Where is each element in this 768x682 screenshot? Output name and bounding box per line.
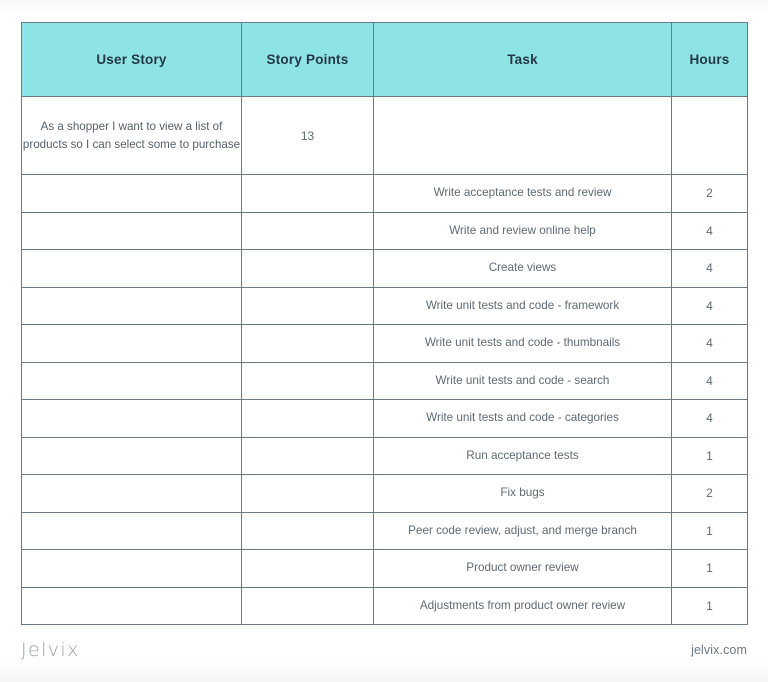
task-rows-body xyxy=(22,175,748,625)
cell-task: Write unit tests and code - categories xyxy=(374,400,672,438)
cell-hours: 2 xyxy=(672,175,748,213)
cell-story-points xyxy=(242,250,374,288)
page-footer xyxy=(21,633,747,667)
backlog-table-container xyxy=(21,22,747,625)
table-row xyxy=(22,250,748,288)
cell-story-points xyxy=(242,362,374,400)
table-row xyxy=(22,175,748,213)
table-row xyxy=(22,362,748,400)
cell-task: Write and review online help xyxy=(374,212,672,250)
cell-task: Write unit tests and code - search xyxy=(374,362,672,400)
table-row xyxy=(22,97,748,175)
table-row xyxy=(22,512,748,550)
cell-hours: 1 xyxy=(672,587,748,625)
cell-task: Create views xyxy=(374,250,672,288)
sprint-backlog-table xyxy=(21,22,748,625)
cell-hours: 1 xyxy=(672,512,748,550)
table-row xyxy=(22,287,748,325)
table-row xyxy=(22,475,748,513)
cell-user-story xyxy=(22,512,242,550)
cell-task: Adjustments from product owner review xyxy=(374,587,672,625)
jelvix-website-link[interactable]: jelvix.com xyxy=(691,643,747,657)
cell-story-points xyxy=(242,550,374,588)
jelvix-logo: Jelvix xyxy=(21,639,80,661)
cell-user-story xyxy=(22,287,242,325)
column-header-hours: Hours xyxy=(672,23,748,97)
cell-task: Peer code review, adjust, and merge branch xyxy=(374,512,672,550)
cell-story-points xyxy=(242,287,374,325)
cell-hours xyxy=(672,97,748,175)
cell-user-story xyxy=(22,250,242,288)
cell-hours: 1 xyxy=(672,437,748,475)
cell-user-story xyxy=(22,437,242,475)
table-body xyxy=(22,97,748,175)
column-header-task: Task xyxy=(374,23,672,97)
cell-story-points: 13 xyxy=(242,97,374,175)
column-header-user-story: User Story xyxy=(22,23,242,97)
cell-user-story xyxy=(22,400,242,438)
cell-user-story xyxy=(22,175,242,213)
table-row xyxy=(22,437,748,475)
table-row xyxy=(22,550,748,588)
cell-user-story xyxy=(22,587,242,625)
cell-story-points xyxy=(242,400,374,438)
cell-task: Write acceptance tests and review xyxy=(374,175,672,213)
cell-hours: 4 xyxy=(672,325,748,363)
cell-task: Run acceptance tests xyxy=(374,437,672,475)
cell-story-points xyxy=(242,212,374,250)
cell-user-story xyxy=(22,212,242,250)
cell-story-points xyxy=(242,512,374,550)
cell-task xyxy=(374,97,672,175)
cell-hours: 2 xyxy=(672,475,748,513)
cell-hours: 4 xyxy=(672,400,748,438)
table-header xyxy=(22,23,748,97)
cell-user-story xyxy=(22,475,242,513)
header-row xyxy=(22,23,748,97)
table-row xyxy=(22,212,748,250)
cell-user-story xyxy=(22,362,242,400)
cell-story-points xyxy=(242,475,374,513)
cell-story-points xyxy=(242,325,374,363)
cell-user-story: As a shopper I want to view a list of products so I can select some to purchase xyxy=(22,97,242,175)
cell-task: Product owner review xyxy=(374,550,672,588)
table-row xyxy=(22,400,748,438)
cell-story-points xyxy=(242,175,374,213)
table-row xyxy=(22,587,748,625)
cell-hours: 4 xyxy=(672,287,748,325)
cell-story-points xyxy=(242,437,374,475)
cell-task: Fix bugs xyxy=(374,475,672,513)
cell-hours: 4 xyxy=(672,362,748,400)
cell-story-points xyxy=(242,587,374,625)
cell-hours: 4 xyxy=(672,212,748,250)
cell-task: Write unit tests and code - thumbnails xyxy=(374,325,672,363)
column-header-story-points: Story Points xyxy=(242,23,374,97)
cell-task: Write unit tests and code - framework xyxy=(374,287,672,325)
cell-user-story xyxy=(22,550,242,588)
table-row xyxy=(22,325,748,363)
cell-hours: 4 xyxy=(672,250,748,288)
cell-user-story xyxy=(22,325,242,363)
cell-hours: 1 xyxy=(672,550,748,588)
